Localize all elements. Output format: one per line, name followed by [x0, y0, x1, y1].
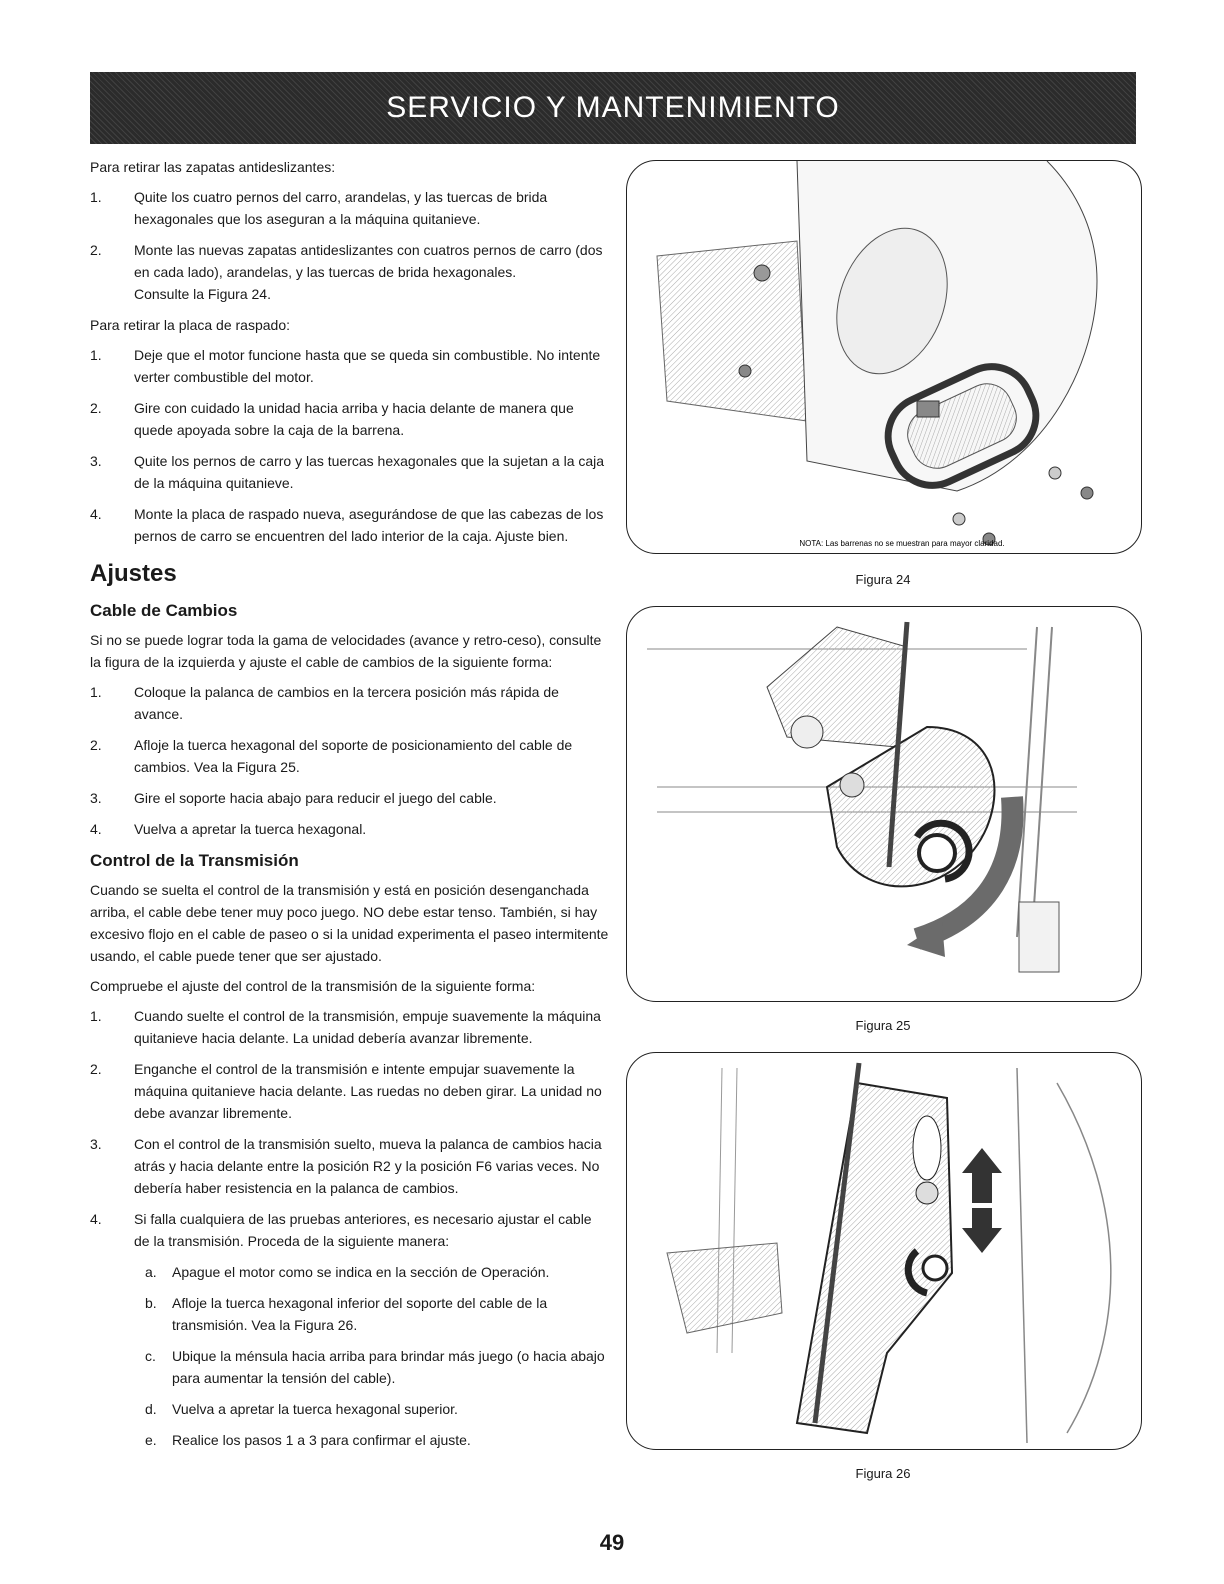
step-number: 3.: [90, 790, 102, 806]
flange-nut: [1081, 487, 1093, 499]
list-item: [90, 787, 610, 809]
list-item: [90, 397, 610, 441]
flange-nut: [739, 365, 751, 377]
intro-placa: Para retirar la placa de raspado:: [90, 317, 290, 333]
page-number: 49: [599, 1530, 625, 1555]
lower-linkage: [1019, 902, 1059, 972]
figure-26: [626, 1052, 1142, 1450]
list-item: [145, 1398, 610, 1420]
frame-line: [1017, 1068, 1027, 1443]
step-text-main: Monte las nuevas zapatas antideslizantes con cuatros pernos de carro (dos en cada lado), arandelas, y las tuercas de brida hexagonales.: [134, 242, 603, 280]
adjustment-slot: [913, 1116, 941, 1180]
lower-hex-nut: [923, 1256, 947, 1280]
washer: [1049, 467, 1061, 479]
substep-letter: a.: [145, 1264, 157, 1280]
figure-24-illustration: [627, 161, 1141, 553]
list-item: [90, 1133, 610, 1199]
hex-nut-adjust: [919, 835, 955, 871]
step-text: Con el control de la transmisión suelto, mueva la palanca de cambios hacia atrás y hacia delante entre la posición R2 y la posición F6 varias veces. No debería haber resistencia en la palanca de cambios.: [134, 1136, 602, 1196]
substep-text: Realice los pasos 1 a 3 para confirmar el ajuste.: [172, 1432, 471, 1448]
transmision-para-2: Compruebe el ajuste del control de la transmisión de la siguiente forma:: [90, 978, 536, 994]
step-text: Quite los pernos de carro y las tuercas hexagonales que la sujetan a la caja de la máquina quitanieve.: [134, 453, 605, 491]
figure-26-caption: Figura 26: [855, 1466, 911, 1481]
figure-24-note: NOTA: Las barrenas no se muestran para mayor claridad.: [799, 539, 1005, 548]
transmision-steps: [90, 1005, 610, 1252]
step-text: Afloje la tuerca hexagonal del soporte de posicionamiento del cable de cambios. Vea la Figura 25.: [134, 737, 573, 775]
section-header-title: SERVICIO Y MANTENIMIENTO: [386, 91, 840, 124]
list-item: [90, 1208, 610, 1252]
step-number: 4.: [90, 1211, 102, 1227]
substep-text: Afloje la tuerca hexagonal inferior del soporte del cable de la transmisión. Vea la Figura 26.: [172, 1295, 548, 1333]
washer: [953, 513, 965, 525]
upper-hex-nut: [916, 1182, 938, 1204]
step-number: 3.: [90, 1136, 102, 1152]
section-title-ajustes: Ajustes: [90, 560, 177, 587]
list-item: [90, 734, 610, 778]
list-item: [90, 239, 610, 305]
list-item: [90, 1058, 610, 1124]
step-text: Quite los cuatro pernos del carro, arandelas, y las tuercas de brida hexagonales que los aseguran a la máquina quitanieve.: [134, 189, 548, 227]
list-item: [90, 186, 610, 230]
list-item: [90, 503, 610, 547]
carriage-bolt: [917, 401, 939, 417]
list-item: [90, 1005, 610, 1049]
substep-letter: d.: [145, 1401, 157, 1417]
hex-bolt: [840, 773, 864, 797]
step-text-reference: Consulte la Figura 24.: [134, 286, 271, 302]
figure-24: [626, 160, 1142, 554]
figure-25-illustration: [627, 607, 1141, 1001]
instructions-column: [90, 156, 610, 1460]
step-text: Deje que el motor funcione hasta que se queda sin combustible. No intente verter combustible del motor.: [134, 347, 601, 385]
cable-steps: [90, 681, 610, 840]
list-item: [90, 681, 610, 725]
step-text: Gire con cuidado la unidad hacia arriba y hacia delante de manera que quede apoyada sobre la caja de la barrena.: [134, 400, 574, 438]
substep-letter: b.: [145, 1295, 157, 1311]
transmision-para-1: Cuando se suelta el control de la transmisión y está en posición desenganchada arriba, el cable debe tener muy poco juego. NO debe estar tenso. También, si hay excesivo flojo en el cable de paseo o si la unidad experimenta el paseo intermitente usando, el cable puede tener que ser ajustado.: [90, 882, 609, 964]
step-number: 1.: [90, 189, 102, 205]
bracket-housing: [767, 627, 907, 747]
step-text: Gire el soporte hacia abajo para reducir el juego del cable.: [134, 790, 497, 806]
substep-letter: c.: [145, 1348, 156, 1364]
step-text: Vuelva a apretar la tuerca hexagonal.: [134, 821, 367, 837]
step-number: 2.: [90, 1061, 102, 1077]
step-number: 1.: [90, 347, 102, 363]
cable-intro: Si no se puede lograr toda la gama de velocidades (avance y retro-ceso), consulte la figura de la izquierda y ajuste el cable de cambios de la siguiente forma:: [90, 632, 602, 670]
list-item: [145, 1292, 610, 1336]
transmision-substeps: [90, 1261, 610, 1451]
substep-letter: e.: [145, 1432, 157, 1448]
step-number: 1.: [90, 684, 102, 700]
substep-text: Apague el motor como se indica en la sección de Operación.: [172, 1264, 550, 1280]
step-text: [134, 239, 610, 305]
step-text: Coloque la palanca de cambios en la tercera posición más rápida de avance.: [134, 684, 559, 722]
substep-text: Vuelva a apretar la tuerca hexagonal superior.: [172, 1401, 458, 1417]
step-number: 4.: [90, 506, 102, 522]
up-arrow: [962, 1148, 1002, 1203]
list-item: [145, 1345, 610, 1389]
step-text: Monte la placa de raspado nueva, asegurándose de que las cabezas de los pernos de carro se encuentren del lado interior de la caja. Ajuste bien.: [134, 506, 604, 544]
list-item: [145, 1429, 610, 1451]
list-item: [145, 1261, 610, 1283]
zapatas-steps: [90, 186, 610, 305]
subsection-title-transmision: Control de la Transmisión: [90, 851, 299, 870]
placa-steps: [90, 344, 610, 547]
step-text: Si falla cualquiera de las pruebas anteriores, es necesario ajustar el cable de la transmisión. Proceda de la siguiente manera:: [134, 1211, 592, 1249]
list-item: [90, 344, 610, 388]
subsection-title-cable: Cable de Cambios: [90, 601, 238, 620]
figure-25-caption: Figura 25: [855, 1018, 911, 1033]
figure-24-caption: Figura 24: [855, 572, 911, 587]
figure-26-illustration: [627, 1053, 1141, 1449]
substep-text: Ubique la ménsula hacia arriba para brindar más juego (o hacia abajo para aumentar la tensión del cable).: [172, 1348, 605, 1386]
down-arrow: [962, 1208, 1002, 1253]
lever-plate: [667, 1243, 782, 1333]
wheel-outline: [1057, 1083, 1111, 1433]
step-text: Cuando suelte el control de la transmisión, empuje suavemente la máquina quitanieve hacia delante. La unidad debería avanzar libremente.: [134, 1008, 601, 1046]
step-number: 2.: [90, 737, 102, 753]
step-number: 2.: [90, 242, 102, 258]
step-number: 3.: [90, 453, 102, 469]
list-item: [90, 818, 610, 840]
intro-zapatas: Para retirar las zapatas antideslizantes:: [90, 159, 336, 175]
housing-side-panel: [657, 241, 807, 421]
section-header-banner: [90, 72, 1136, 144]
figure-25: [626, 606, 1142, 1002]
step-number: 2.: [90, 400, 102, 416]
step-text: Enganche el control de la transmisión e intente empujar suavemente la máquina quitanieve hacia delante. Las ruedas no deben girar. La unidad no debe avanzar libremente.: [134, 1061, 602, 1121]
hex-nut: [791, 716, 823, 748]
step-number: 4.: [90, 821, 102, 837]
step-number: 1.: [90, 1008, 102, 1024]
carriage-bolt-head: [754, 265, 770, 281]
list-item: [90, 450, 610, 494]
